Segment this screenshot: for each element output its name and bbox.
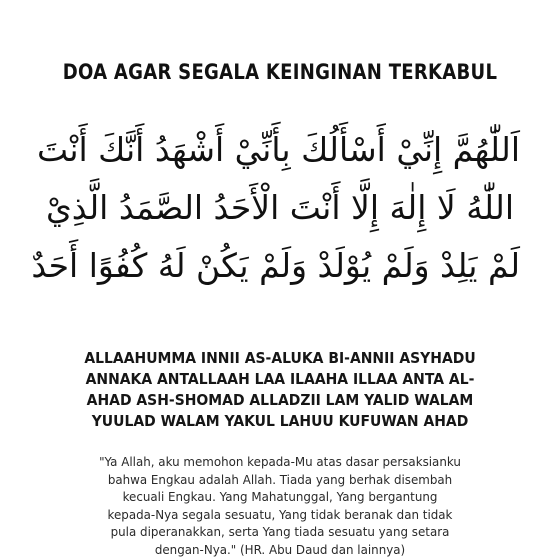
translation-line: pula diperanakkan, serta Yang tiada sesuatu yang setara [110, 524, 450, 539]
transliteration-line: YUULAD WALAM YAKUL LAHUU KUFUWAN AHAD [91, 412, 469, 430]
translation-line: kepada-Nya segala sesuatu, Yang tidak beranak dan tidak [107, 506, 453, 522]
transliteration-line: AHAD ASH-SHOMAD ALLADZII LAM YALID WALAM [86, 391, 474, 409]
translation-line: dengan-Nya." (HR. Abu Daud dan lainnya) [154, 541, 406, 557]
translation-line: kecuali Engkau. Yang Mahatunggal, Yang bergantung [122, 489, 438, 504]
arabic-line: اللّٰهُ لَا إِلٰهَ إِلَّا أَنْتَ الْأَحَدُ الصَّمَدُ الَّذِيْ [45, 188, 515, 227]
translation-line: bahwa Engkau adalah Allah. Tiada yang berhak disembah [107, 471, 453, 487]
page-title: DOA AGAR SEGALA KEINGINAN TERKABUL [62, 60, 498, 84]
transliteration-line: ALLAAHUMMA INNII AS-ALUKA BI-ANNII ASYHADU [84, 349, 476, 367]
transliteration-block [30, 348, 530, 432]
arabic-text-block [31, 122, 520, 296]
arabic-line: لَمْ يَلِدْ وَلَمْ يُوْلَدْ وَلَمْ يَكُنْ لَهُ كُفُوًا أَحَدٌ [31, 246, 520, 285]
transliteration-line: ANNAKA ANTALLAAH LAA ILAAHA ILLAA ANTA AL- [85, 370, 475, 388]
translation-line: "Ya Allah, aku memohon kepada-Mu atas dasar persaksianku [99, 454, 461, 469]
translation-block [38, 453, 522, 558]
arabic-line: اَللّٰهُمَّ إِنِّيْ أَسْأَلُكَ بِأَنِّيْ أَشْهَدُ أَنَّكَ أَنْتَ [36, 130, 520, 169]
